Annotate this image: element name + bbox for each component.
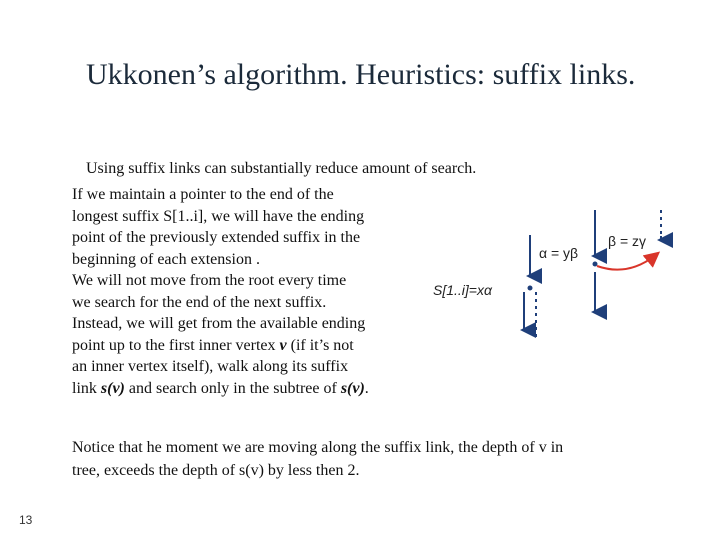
page-number: 13 — [19, 513, 33, 527]
body-line: we search for the end of the next suffix. — [72, 293, 327, 311]
body-line — [72, 335, 432, 357]
body-text-span: link — [72, 379, 101, 397]
body-line: We will not move from the root every time — [72, 272, 347, 289]
body-line: Instead, we will get from the available ending — [72, 315, 366, 332]
body-text-span: and search only in the subtree of — [124, 379, 341, 397]
suffix-label: S[1..i]=xα — [433, 282, 492, 298]
intro-text: Using suffix links can substantially reduce amount of search. — [86, 160, 477, 177]
body-text-span: . — [364, 379, 369, 397]
body-line: If we maintain a pointer to the end of the — [72, 186, 334, 203]
alpha-label: α = yβ — [539, 245, 579, 261]
suffix-link-sv-emphasis: s(v) — [340, 379, 365, 397]
suffix-link-sv-emphasis: s(v) — [100, 379, 125, 397]
node-dot — [528, 286, 533, 291]
vertex-v-emphasis: v — [279, 336, 287, 354]
body-text-span: point up to the first inner vertex — [72, 336, 280, 354]
suffix-link-arrow — [597, 254, 657, 270]
body-line: an inner vertex itself), walk along its suffix — [72, 358, 349, 375]
body-paragraph — [72, 184, 432, 399]
body-line: longest suffix S[1..i], we will have the ending — [72, 207, 365, 225]
suffix-link-diagram — [425, 200, 680, 350]
slide-title: Ukkonen’s algorithm. Heuristics: suffix links. — [86, 58, 636, 91]
body-text-span: (if it’s not — [286, 336, 354, 354]
body-line: point of the previously extended suffix in the — [72, 229, 361, 246]
notice-line: Notice that he moment we are moving along the suffix link, the depth of v in — [72, 439, 564, 456]
body-line: beginning of each extension . — [72, 250, 260, 268]
body-line — [72, 378, 432, 400]
notice-line: tree, exceeds the depth of s(v) by less then 2. — [72, 462, 360, 479]
beta-label: β = zγ — [608, 233, 647, 249]
notice-paragraph — [72, 436, 652, 482]
vertex-v-dot — [593, 262, 598, 267]
